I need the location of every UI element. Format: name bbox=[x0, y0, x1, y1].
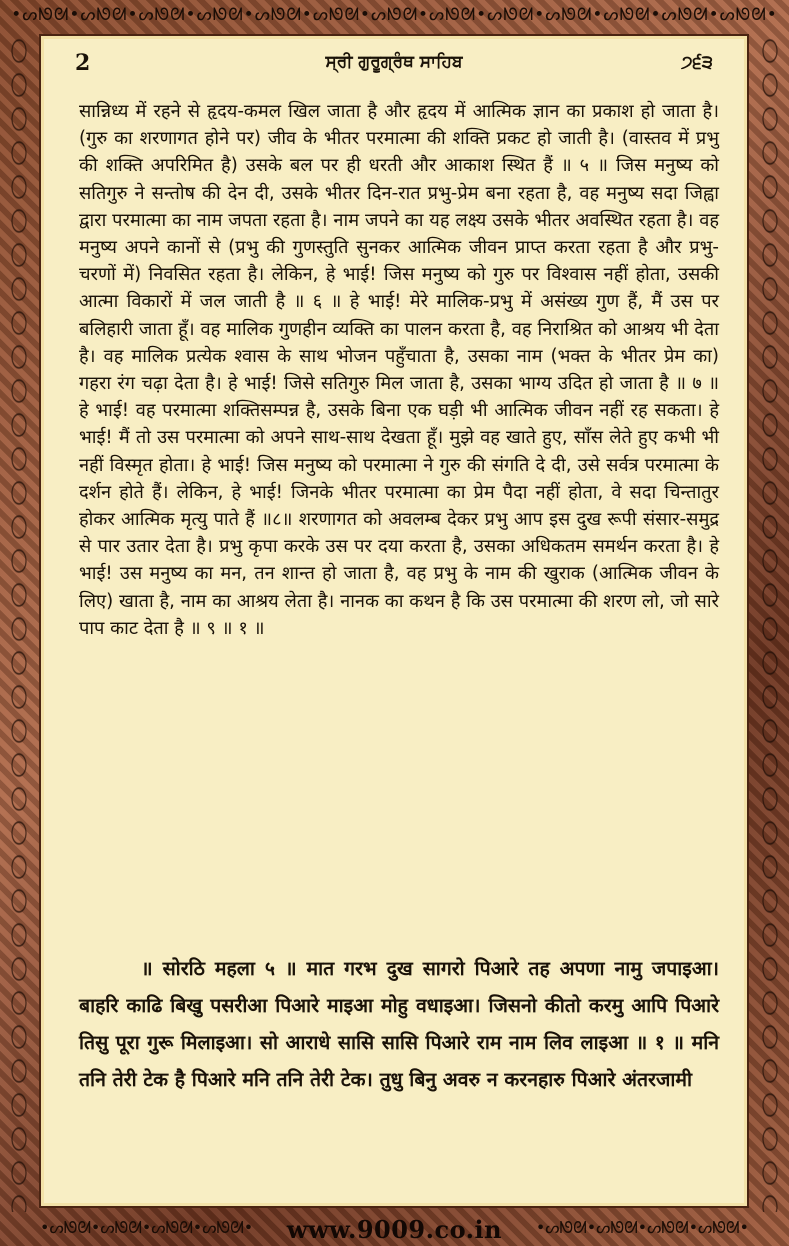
page-number: 2 bbox=[75, 50, 91, 76]
right-border-ornament bbox=[757, 34, 783, 1212]
page-paper bbox=[39, 34, 749, 1208]
footer-ornament-left: •ᔕᘚᘛ•ᔕᘚᘛ•ᔕᘚᘛ•ᔕᘚᘛ• bbox=[40, 1218, 254, 1237]
scripture-verse: ॥ सोरठि महला ५ ॥ मात गरभ दुख सागरो पिआरे तह अपणा नामु जपाइआ। बाहरि काढि बिखु पसरीआ पिआरे माइआ मोहु वधाइआ। जिसनो कीतो करमु आपि पिआरे तिसु पूरा गुरू मिलाइआ। सो आराधे सासि सासि पिआरे राम नाम लिव लाइआ ॥ १ ॥ मनि तनि तेरी टेक है पिआरे मनि तनि तेरी टेक। तुधु बिनु अवरु न करनहारु पिआरे अंतरजामी bbox=[79, 957, 719, 1091]
page-title: ਸ੍ਰੀ ਗੁਰੂਗ੍ਰੰਥ ਸਾਹਿਬ bbox=[325, 52, 463, 72]
scripture-page-number: ੭੬੩ bbox=[681, 52, 713, 73]
page-header bbox=[41, 50, 747, 76]
left-border-ornament bbox=[6, 34, 32, 1212]
top-border-ornament: •ᔕᘚᘛ•ᔕᘚᘛ•ᔕᘚᘛ•ᔕᘚᘛ•ᔕᘚᘛ•ᔕᘚᘛ•ᔕᘚᘛ•ᔕᘚᘛ•ᔕᘚᘛ•ᔕᘚᘛ•ᔕᘚᘛ•ᔕᘚᘛ•ᔕᘚᘛ• bbox=[11, 5, 778, 25]
footer-ornament-right: •ᔕᘚᘛ•ᔕᘚᘛ•ᔕᘚᘛ•ᔕᘚᘛ• bbox=[535, 1218, 749, 1237]
website-link[interactable]: www.9009.co.in bbox=[286, 1215, 503, 1244]
commentary-text: सान्निध्य में रहने से हृदय-कमल खिल जाता है और हृदय में आत्मिक ज्ञान का प्रकाश हो जाता है। (गुरु का शरणागत होने पर) जीव के भीतर परमात्मा की शक्ति प्रकट हो जाती है। (वास्तव में प्रभु की शक्ति अपरिमित है) उसके बल पर ही धरती और आकाश स्थित हैं ॥ ५ ॥ जिस मनुष्य को सतिगुरु ने सन्तोष की देन दी, उसके भीतर दिन-रात प्रभु-प्रेम बना रहता है, वह मनुष्य सदा जिह्वा द्वारा परमात्मा का नाम जपता रहता है। नाम जपने का यह लक्ष्य उसके भीतर अवस्थित रहता है। वह मनुष्य अपने कानों से (प्रभु की गुणस्तुति सुनकर आत्मिक जीवन प्राप्त करता रहता है और प्रभु-चरणों में) निवसित रहता है। लेकिन, हे भाई! जिस मनुष्य को गुरु पर विश्वास नहीं होता, उसकी आत्मा विकारों में जल जाती है ॥ ६ ॥ हे भाई! मेरे मालिक-प्रभु में असंख्य गुण हैं, मैं उस पर बलिहारी जाता हूँ। वह मालिक गुणहीन व्यक्ति का पालन करता है, वह निराश्रित को आश्रय भी देता है। वह मालिक प्रत्येक श्वास के साथ भोजन पहुँचाता है, उसका नाम (भक्त के भीतर प्रेम का) गहरा रंग चढ़ा देता है। हे भाई! जिसे सतिगुरु मिल जाता है, उसका भाग्य उदित हो जाता है ॥ ७ ॥ हे भाई! वह परमात्मा शक्तिसम्पन्न है, उसके बिना एक घड़ी भी आत्मिक जीवन नहीं रह सकता। हे भाई! मैं तो उस परमात्मा को अपने साथ-साथ देखता हूँ। मुझे वह खाते हुए, साँस लेते हुए कभी भी नहीं विस्मृत होता। हे भाई! जिस मनुष्य को परमात्मा ने गुरु की संगति दे दी, उसे सर्वत्र परमात्मा के दर्शन होते हैं। लेकिन, हे भाई! जिनके भीतर परमात्मा का प्रेम पैदा नहीं होता, वे सदा चिन्तातुर होकर आत्मिक मृत्यु पाते हैं ॥८॥ शरणागत को अवलम्ब देकर प्रभु आप इस दुख रूपी संसार-समुद्र से पार उतार देता है। प्रभु कृपा करके उस पर दया करता है, उसका अधिकतम समर्थन करता है। हे भाई! उस मनुष्य का मन, तन शान्त हो जाता है, वह प्रभु के नाम की खुराक (आत्मिक जीवन के लिए) खाता है, नाम का आश्रय लेता है। नानक का कथन है कि उस परमात्मा की शरण लो, जो सारे पाप काट देता है ॥ ९ ॥ १ ॥ bbox=[79, 101, 720, 639]
